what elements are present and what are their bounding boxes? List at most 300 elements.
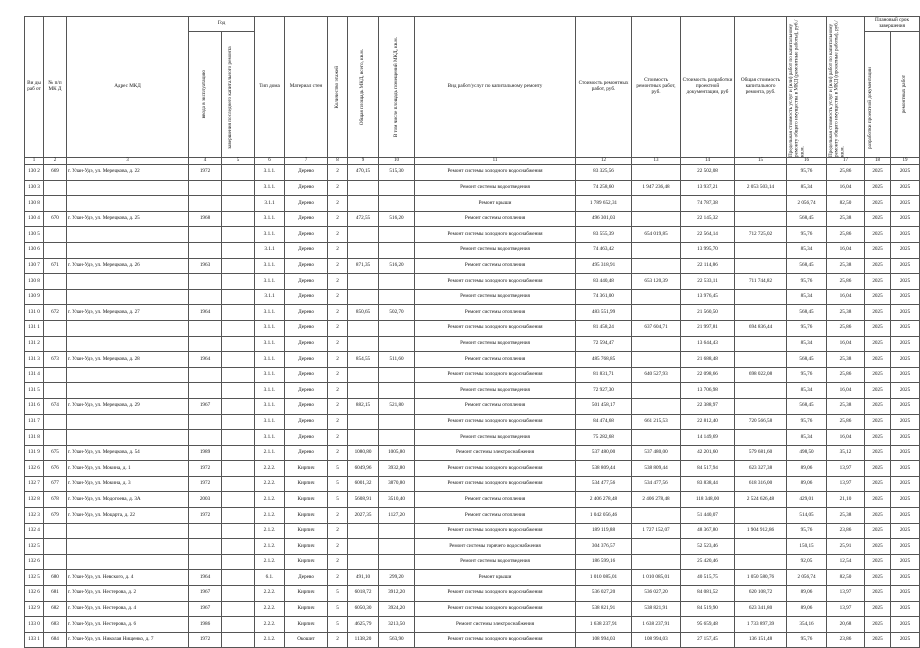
cell-vid: 131 4: [25, 367, 44, 383]
cell-work-type: Ремонт системы холодного водоснабжения: [415, 320, 576, 336]
cell-repair-cost-total: 640 527,93: [632, 367, 681, 383]
cell-total-area: 1080,80: [348, 445, 379, 461]
cell-limit-cost-design: 25,86: [827, 227, 865, 243]
cell-limit-cost-design: 16,04: [827, 383, 865, 399]
cell-repair-cost: 534 477,56: [576, 476, 632, 492]
cell-house-type: 2.1.2.: [255, 508, 285, 524]
cell-living-area: 3924,20: [379, 601, 415, 617]
col-header-total-cost: Общая стоимость капитального ремонта, руб.: [735, 17, 787, 158]
cell-limit-cost-repair: 89,06: [787, 586, 827, 602]
cell-work-type: Ремонт системы водоотведения: [415, 430, 576, 446]
cell-living-area: 3510,40: [379, 492, 415, 508]
cell-repair-cost-total: 536 027,20: [632, 586, 681, 602]
cell-work-type: Ремонт системы отопления: [415, 211, 576, 227]
column-number-cell: 6: [255, 158, 285, 165]
cell-repair-cost: 189 119,88: [576, 523, 632, 539]
cell-limit-cost-design: 21,10: [827, 492, 865, 508]
cell-num: [44, 414, 67, 430]
cell-floors: 5: [328, 617, 348, 633]
cell-year-commission: 1967: [189, 601, 222, 617]
cell-living-area: [379, 227, 415, 243]
cell-vid: 130 9: [25, 289, 44, 305]
cell-limit-cost-repair: 150,15: [787, 539, 827, 555]
cell-limit-cost-design: 25,38: [827, 398, 865, 414]
cell-house-type: 3.1.1.: [255, 320, 285, 336]
cell-total-cost: [735, 352, 787, 368]
cell-deadline-repair: 2025: [891, 539, 920, 555]
cell-deadline-design: 2025: [865, 586, 891, 602]
table-row: [25, 320, 920, 336]
cell-num: [44, 367, 67, 383]
cell-num: [44, 180, 67, 196]
cell-design-cost: 74 787,38: [681, 196, 735, 212]
cell-wall-material: Дерево: [285, 398, 328, 414]
cell-design-cost: 14 149,69: [681, 430, 735, 446]
cell-year-commission: [189, 320, 222, 336]
table-row: [25, 180, 920, 196]
cell-design-cost: 84 519,90: [681, 601, 735, 617]
cell-floors: 2: [328, 554, 348, 570]
cell-deadline-repair: 2025: [891, 430, 920, 446]
cell-year-last-repair: [222, 211, 255, 227]
cell-year-commission: 1964: [189, 570, 222, 586]
cell-design-cost: 95 659,48: [681, 617, 735, 633]
cell-vid: 131 5: [25, 383, 44, 399]
cell-year-last-repair: [222, 398, 255, 414]
cell-living-area: 3912,20: [379, 586, 415, 602]
cell-vid: 131 1: [25, 320, 44, 336]
cell-deadline-repair: 2025: [891, 367, 920, 383]
cell-floors: 2: [328, 320, 348, 336]
col-header-deadline-group: Плановый срок завершения: [865, 17, 920, 32]
cell-deadline-design: 2025: [865, 367, 891, 383]
cell-wall-material: Дерево: [285, 320, 328, 336]
cell-living-area: 1127,20: [379, 508, 415, 524]
cell-floors: 5: [328, 492, 348, 508]
cell-deadline-design: 2025: [865, 258, 891, 274]
column-number-cell: 2: [44, 158, 67, 165]
cell-address: г. Улан-Удэ, ул. Мерецкова, д. 25: [67, 211, 189, 227]
cell-work-type: Ремонт системы холодного водоснабжения: [415, 476, 576, 492]
column-number-cell: 15: [735, 158, 787, 165]
cell-address: [67, 554, 189, 570]
cell-num: 672: [44, 305, 67, 321]
cell-floors: 5: [328, 586, 348, 602]
cell-floors: 5: [328, 476, 348, 492]
cell-wall-material: Дерево: [285, 242, 328, 258]
cell-address: [67, 180, 189, 196]
cell-design-cost: 42 201,60: [681, 445, 735, 461]
cell-limit-cost-repair: 568,45: [787, 398, 827, 414]
cell-num: 676: [44, 461, 67, 477]
cell-work-type: Ремонт системы отопления: [415, 398, 576, 414]
cell-design-cost: 48 367,80: [681, 523, 735, 539]
cell-repair-cost-total: 1 947 236,48: [632, 180, 681, 196]
cell-design-cost: 84 081,52: [681, 586, 735, 602]
cell-year-last-repair: [222, 289, 255, 305]
cell-wall-material: Кирпич: [285, 554, 328, 570]
cell-deadline-design: 2025: [865, 601, 891, 617]
cell-year-last-repair: [222, 617, 255, 633]
cell-address: [67, 242, 189, 258]
cell-year-commission: 2003: [189, 492, 222, 508]
cell-repair-cost-total: [632, 211, 681, 227]
cell-limit-cost-design: 25,86: [827, 367, 865, 383]
cell-total-area: 491,10: [348, 570, 379, 586]
cell-design-cost: 22 502,08: [681, 165, 735, 181]
cell-vid: 131 8: [25, 430, 44, 446]
cell-total-cost: [735, 211, 787, 227]
col-header-repair-cost: Стоимость ремонтных работ, руб.: [576, 17, 632, 158]
cell-year-commission: [189, 242, 222, 258]
cell-deadline-design: 2025: [865, 165, 891, 181]
col-header-deadline-repair: ремонтных работ: [891, 31, 920, 157]
cell-deadline-design: 2025: [865, 398, 891, 414]
column-number-cell: 16: [787, 158, 827, 165]
cell-deadline-design: 2025: [865, 289, 891, 305]
cell-wall-material: Дерево: [285, 227, 328, 243]
cell-living-area: 3870,80: [379, 476, 415, 492]
cell-repair-cost-total: 537 480,00: [632, 445, 681, 461]
cell-deadline-design: 2025: [865, 274, 891, 290]
cell-house-type: 3.1.1.: [255, 367, 285, 383]
cell-total-cost: 620 108,72: [735, 586, 787, 602]
cell-living-area: [379, 539, 415, 555]
cell-limit-cost-repair: 568,45: [787, 258, 827, 274]
cell-repair-cost-total: 1 727 152,07: [632, 523, 681, 539]
cell-wall-material: Дерево: [285, 211, 328, 227]
cell-total-area: 5608,91: [348, 492, 379, 508]
cell-address: [67, 539, 189, 555]
table-row: [25, 258, 920, 274]
cell-deadline-design: 2025: [865, 476, 891, 492]
cell-design-cost: 52 523,46: [681, 539, 735, 555]
cell-repair-cost-total: [632, 383, 681, 399]
cell-living-area: [379, 336, 415, 352]
cell-total-area: [348, 274, 379, 290]
cell-deadline-design: 2025: [865, 383, 891, 399]
cell-year-last-repair: [222, 227, 255, 243]
table-row: [25, 586, 920, 602]
cell-limit-cost-repair: 498,50: [787, 445, 827, 461]
cell-wall-material: Дерево: [285, 414, 328, 430]
cell-year-commission: [189, 430, 222, 446]
col-header-year-last-repair: завершения последнего капитального ремонта: [222, 31, 255, 157]
cell-work-type: Ремонт системы водоотведения: [415, 336, 576, 352]
cell-limit-cost-design: 35,12: [827, 445, 865, 461]
cell-limit-cost-repair: 89,06: [787, 476, 827, 492]
cell-total-area: 6050,30: [348, 601, 379, 617]
cell-total-area: [348, 539, 379, 555]
cell-house-type: 3.1.1: [255, 289, 285, 305]
table-row: [25, 554, 920, 570]
cell-limit-cost-repair: 95,76: [787, 523, 827, 539]
cell-floors: 2: [328, 539, 348, 555]
cell-num: [44, 196, 67, 212]
cell-deadline-repair: 2025: [891, 336, 920, 352]
cell-floors: 2: [328, 508, 348, 524]
cell-deadline-repair: 2025: [891, 523, 920, 539]
cell-limit-cost-repair: 568,45: [787, 305, 827, 321]
cell-repair-cost-total: 538 809,44: [632, 461, 681, 477]
cell-limit-cost-design: 16,04: [827, 180, 865, 196]
cell-year-last-repair: [222, 492, 255, 508]
capital-repair-table: [24, 16, 920, 648]
cell-house-type: 3.1.1: [255, 242, 285, 258]
cell-house-type: 3.1.1.: [255, 274, 285, 290]
cell-wall-material: Кирпич: [285, 617, 328, 633]
cell-floors: 2: [328, 430, 348, 446]
cell-wall-material: Дерево: [285, 258, 328, 274]
cell-num: 683: [44, 617, 67, 633]
cell-year-last-repair: [222, 383, 255, 399]
cell-address: [67, 196, 189, 212]
table-row: [25, 367, 920, 383]
cell-floors: 2: [328, 336, 348, 352]
cell-house-type: 3.1.1.: [255, 258, 285, 274]
cell-design-cost: 83 838,44: [681, 476, 735, 492]
cell-num: 682: [44, 601, 67, 617]
cell-repair-cost-total: 2 406 278,48: [632, 492, 681, 508]
cell-total-cost: 2 053 503,14: [735, 180, 787, 196]
cell-deadline-repair: 2025: [891, 180, 920, 196]
cell-repair-cost: 81 458,24: [576, 320, 632, 336]
cell-limit-cost-design: 23,86: [827, 632, 865, 648]
cell-house-type: 6.1.: [255, 570, 285, 586]
cell-repair-cost: 83 555,39: [576, 227, 632, 243]
cell-floors: 2: [328, 305, 348, 321]
cell-address: [67, 367, 189, 383]
cell-work-type: Ремонт системы холодного водоснабжения: [415, 274, 576, 290]
cell-vid: 131 9: [25, 445, 44, 461]
cell-deadline-repair: 2025: [891, 211, 920, 227]
cell-vid: 132 5: [25, 539, 44, 555]
cell-vid: 130 8: [25, 274, 44, 290]
cell-wall-material: Кирпич: [285, 539, 328, 555]
cell-vid: 132 6: [25, 586, 44, 602]
cell-limit-cost-repair: 568,45: [787, 352, 827, 368]
cell-deadline-repair: 2025: [891, 398, 920, 414]
cell-address: г. Улан-Удэ, ул. Мерецкова, д. 27: [67, 305, 189, 321]
cell-repair-cost-total: [632, 165, 681, 181]
cell-year-last-repair: [222, 242, 255, 258]
cell-house-type: 2.1.2.: [255, 554, 285, 570]
cell-house-type: 3.1.1: [255, 196, 285, 212]
column-number-cell: 11: [415, 158, 576, 165]
cell-repair-cost-total: [632, 258, 681, 274]
cell-floors: 2: [328, 227, 348, 243]
cell-living-area: [379, 274, 415, 290]
cell-year-last-repair: [222, 320, 255, 336]
table-row: [25, 383, 920, 399]
cell-year-commission: [189, 274, 222, 290]
cell-total-cost: [735, 554, 787, 570]
cell-design-cost: 21 997,81: [681, 320, 735, 336]
cell-vid: 132 4: [25, 523, 44, 539]
cell-repair-cost: 501 458,17: [576, 398, 632, 414]
cell-limit-cost-design: 16,04: [827, 430, 865, 446]
cell-repair-cost-total: 1 010 085,01: [632, 570, 681, 586]
capital-repair-table-sheet: [24, 16, 911, 648]
cell-deadline-design: 2025: [865, 523, 891, 539]
cell-limit-cost-design: 25,91: [827, 539, 865, 555]
cell-floors: 2: [328, 258, 348, 274]
cell-design-cost: 13 976,45: [681, 289, 735, 305]
cell-floors: 5: [328, 601, 348, 617]
cell-year-last-repair: [222, 554, 255, 570]
cell-deadline-repair: 2025: [891, 289, 920, 305]
cell-wall-material: Дерево: [285, 352, 328, 368]
cell-num: 677: [44, 476, 67, 492]
cell-limit-cost-repair: 95,76: [787, 274, 827, 290]
cell-deadline-design: 2025: [865, 492, 891, 508]
cell-limit-cost-repair: 89,06: [787, 461, 827, 477]
cell-repair-cost-total: [632, 352, 681, 368]
cell-vid: 132 6: [25, 554, 44, 570]
cell-year-last-repair: [222, 586, 255, 602]
cell-total-area: 871,35: [348, 258, 379, 274]
cell-wall-material: Дерево: [285, 445, 328, 461]
cell-deadline-design: 2025: [865, 196, 891, 212]
cell-work-type: Ремонт системы холодного водоснабжения: [415, 461, 576, 477]
cell-repair-cost: 1 010 085,01: [576, 570, 632, 586]
table-row: [25, 414, 920, 430]
cell-total-area: [348, 430, 379, 446]
cell-house-type: 3.1.1.: [255, 336, 285, 352]
cell-num: 684: [44, 632, 67, 648]
cell-num: 675: [44, 445, 67, 461]
cell-total-cost: 618 316,00: [735, 476, 787, 492]
cell-vid: 131 7: [25, 414, 44, 430]
cell-year-last-repair: [222, 352, 255, 368]
cell-design-cost: 21 688,48: [681, 352, 735, 368]
cell-floors: 2: [328, 180, 348, 196]
cell-vid: 130 2: [25, 165, 44, 181]
cell-wall-material: Кирпич: [285, 508, 328, 524]
cell-vid: 131 0: [25, 305, 44, 321]
cell-house-type: 3.1.1.: [255, 414, 285, 430]
cell-address: [67, 383, 189, 399]
cell-deadline-repair: 2025: [891, 461, 920, 477]
cell-deadline-repair: 2025: [891, 508, 920, 524]
cell-year-commission: 1967: [189, 586, 222, 602]
cell-vid: 132 7: [25, 476, 44, 492]
cell-total-area: [348, 554, 379, 570]
cell-wall-material: Кирпич: [285, 476, 328, 492]
col-header-wall-material: Материал стен: [285, 17, 328, 158]
cell-work-type: Ремонт системы холодного водоснабжения: [415, 165, 576, 181]
cell-floors: 2: [328, 211, 348, 227]
cell-vid: 132 3: [25, 508, 44, 524]
col-header-limit-cost-repair: Предельная стоимость услуг и (или) работ по капитальному ремонту общего имущества в МКД (ремонтные работы), руб./кв.м.: [787, 17, 827, 158]
cell-year-last-repair: [222, 196, 255, 212]
cell-house-type: 3.1.1.: [255, 430, 285, 446]
cell-work-type: Ремонт системы холодного водоснабжения: [415, 227, 576, 243]
cell-repair-cost: 538 821,91: [576, 601, 632, 617]
cell-num: [44, 320, 67, 336]
cell-num: [44, 430, 67, 446]
cell-limit-cost-design: 25,38: [827, 305, 865, 321]
table-row: [25, 211, 920, 227]
cell-deadline-design: 2025: [865, 180, 891, 196]
column-number-cell: 17: [827, 158, 865, 165]
cell-deadline-repair: 2025: [891, 320, 920, 336]
cell-address: г. Улан-Удэ, ул. Мокина, д. 3: [67, 476, 189, 492]
cell-living-area: 3932,80: [379, 461, 415, 477]
cell-living-area: [379, 242, 415, 258]
cell-limit-cost-repair: 85,34: [787, 242, 827, 258]
cell-repair-cost-total: [632, 289, 681, 305]
cell-wall-material: Дерево: [285, 274, 328, 290]
cell-repair-cost-total: [632, 305, 681, 321]
cell-floors: 2: [328, 242, 348, 258]
cell-design-cost: 13 644,43: [681, 336, 735, 352]
cell-total-area: [348, 196, 379, 212]
cell-work-type: Ремонт системы холодного водоснабжения: [415, 586, 576, 602]
cell-living-area: 3213,50: [379, 617, 415, 633]
cell-total-cost: 2 524 626,48: [735, 492, 787, 508]
cell-total-area: 850,65: [348, 305, 379, 321]
cell-repair-cost-total: 108 994,03: [632, 632, 681, 648]
cell-total-cost: [735, 430, 787, 446]
cell-floors: 2: [328, 570, 348, 586]
cell-deadline-repair: 2025: [891, 196, 920, 212]
table-body: [25, 165, 920, 648]
cell-total-area: 472,55: [348, 211, 379, 227]
table-row: [25, 196, 920, 212]
cell-living-area: [379, 554, 415, 570]
cell-year-commission: 1986: [189, 617, 222, 633]
cell-year-last-repair: [222, 570, 255, 586]
cell-year-last-repair: [222, 367, 255, 383]
cell-total-area: [348, 414, 379, 430]
cell-num: [44, 242, 67, 258]
cell-year-last-repair: [222, 508, 255, 524]
cell-address: г. Улан-Удэ, ул. Невского, д. 4: [67, 570, 189, 586]
table-row: [25, 492, 920, 508]
cell-repair-cost: 485 768,85: [576, 352, 632, 368]
cell-total-cost: 712 725,02: [735, 227, 787, 243]
cell-work-type: Ремонт крыши: [415, 196, 576, 212]
cell-living-area: 563,90: [379, 632, 415, 648]
cell-deadline-design: 2025: [865, 336, 891, 352]
cell-work-type: Ремонт системы водоотведения: [415, 180, 576, 196]
cell-limit-cost-repair: 514,05: [787, 508, 827, 524]
cell-deadline-design: 2025: [865, 570, 891, 586]
cell-address: г. Улан-Удэ, ул. Мерецкова, д. 54: [67, 445, 189, 461]
cell-year-commission: [189, 539, 222, 555]
cell-design-cost: 84 517,94: [681, 461, 735, 477]
cell-repair-cost: 538 809,44: [576, 461, 632, 477]
cell-address: г. Улан-Удэ, ул. Николая Нищенко, д. 7: [67, 632, 189, 648]
column-number-cell: 9: [348, 158, 379, 165]
cell-limit-cost-design: 13,97: [827, 601, 865, 617]
cell-work-type: Ремонт системы отопления: [415, 492, 576, 508]
cell-num: 671: [44, 258, 67, 274]
table-row: [25, 601, 920, 617]
cell-total-cost: 1 050 580,76: [735, 570, 787, 586]
cell-year-last-repair: [222, 476, 255, 492]
cell-repair-cost-total: 637 604,71: [632, 320, 681, 336]
cell-house-type: 3.1.1.: [255, 383, 285, 399]
cell-year-commission: [189, 289, 222, 305]
cell-total-cost: 694 836,44: [735, 320, 787, 336]
cell-repair-cost: 1 638 237,91: [576, 617, 632, 633]
cell-year-last-repair: [222, 305, 255, 321]
column-number-cell: 5: [222, 158, 255, 165]
cell-deadline-repair: 2025: [891, 383, 920, 399]
cell-design-cost: 22 812,40: [681, 414, 735, 430]
